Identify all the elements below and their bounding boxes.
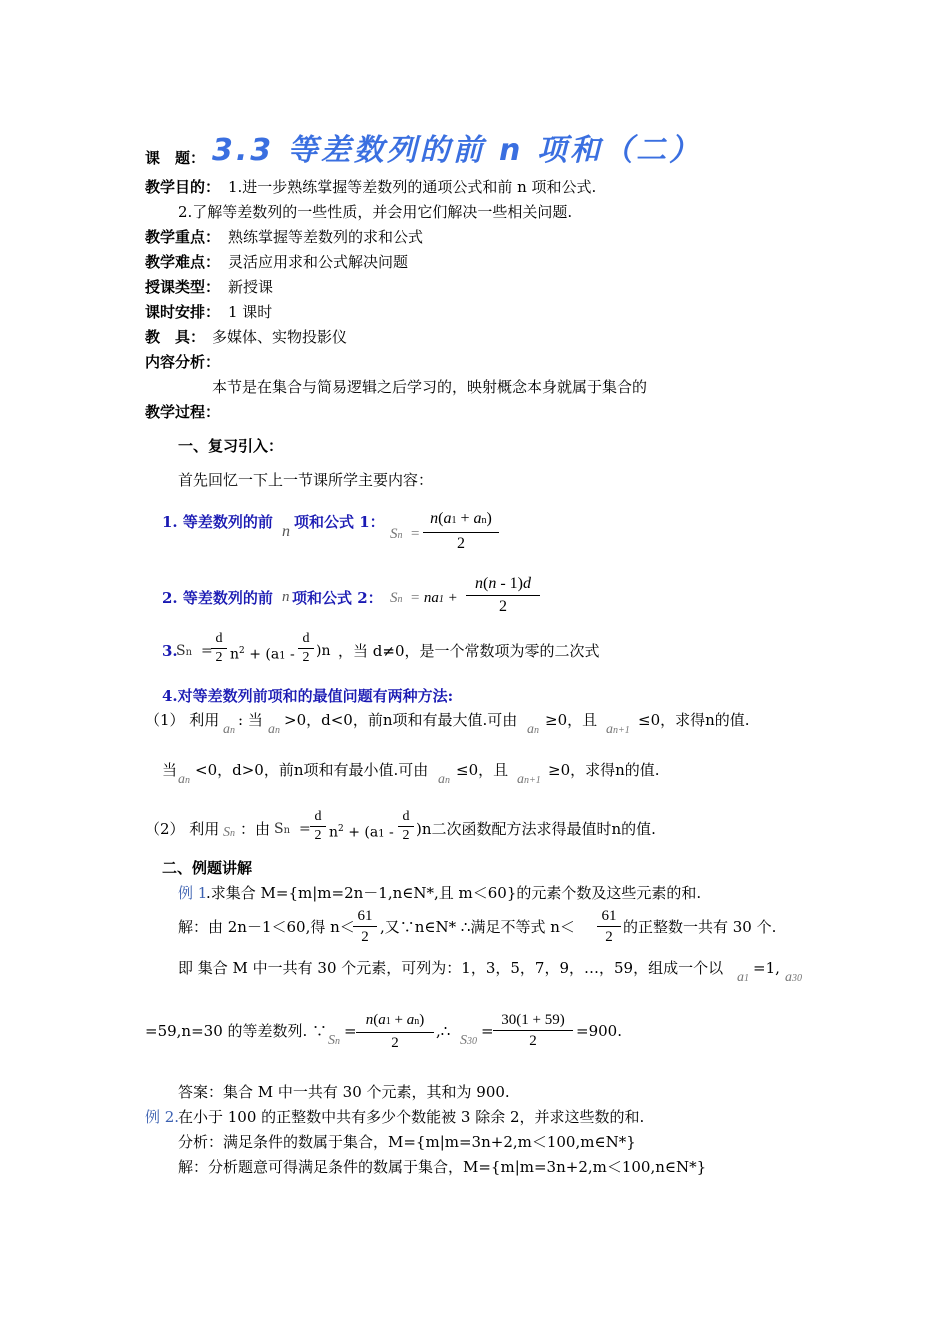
- difficulty-text: 灵活应用求和公式解决问题: [228, 253, 409, 271]
- method-1-c: >0，d<0，前n项和有最大值.可由: [284, 711, 518, 729]
- a-n-plus-1-symbol: an+1: [606, 722, 630, 737]
- solution-1-b: ,又∵n∈N* ∴满足不等式 n＜: [380, 918, 575, 936]
- n-symbol: n: [282, 523, 290, 540]
- n-symbol-2: n: [282, 589, 290, 605]
- s-30-symbol: S30: [460, 1033, 477, 1048]
- key-text: 熟练掌握等差数列的求和公式: [228, 228, 424, 246]
- method-2-b: ：由: [240, 820, 271, 838]
- a-n-symbol: an: [438, 772, 450, 787]
- a-n-symbol: an: [178, 772, 190, 787]
- method-2-mid: $n^2 + (a1$ -: [329, 824, 394, 841]
- formula-3-note: ，当 d≠0，是一个常数项为零的二次式: [338, 642, 600, 660]
- method-1-d: ≥0，且: [545, 711, 598, 729]
- a-n-plus-1-symbol: an+1: [517, 772, 541, 787]
- a-n-symbol: an: [268, 722, 280, 737]
- formula-1-fraction: $\frac{n(a1 + an)}{2}$: [423, 508, 499, 555]
- a-1-symbol: a1: [737, 970, 749, 985]
- review-intro: 首先回忆一下上一节课所学主要内容：: [178, 471, 434, 489]
- solution-1-c: 的正整数一共有 30 个.: [623, 918, 777, 936]
- analysis-text: 本节是在集合与简易逻辑之后学习的，映射概念本身就属于集合的: [212, 378, 648, 396]
- tools-label: 教 具：: [145, 328, 206, 346]
- a-n-symbol: an: [527, 722, 539, 737]
- type-label: 授课类型：: [145, 278, 221, 296]
- solution-1-f: =59,n=30 的等差数列. ∵: [145, 1022, 328, 1040]
- formula-1-label-2: 项和公式 1：: [294, 513, 385, 531]
- time-text: 1 课时: [228, 303, 273, 321]
- tools-text: 多媒体、实物投影仪: [212, 328, 348, 346]
- section-examples-heading: 二、例题讲解: [162, 859, 253, 877]
- equals: =: [344, 1022, 357, 1040]
- example-2-label: 例 2.: [145, 1108, 180, 1126]
- formula-2-label: 2. 等差数列的前: [162, 589, 273, 607]
- formula-3-frac-a: $\frac{d}{2}$: [211, 630, 227, 667]
- formula-2-fraction: $\frac{n(n - 1)d}{2}$: [466, 573, 540, 618]
- method-1-e: ≤0，求得n的值.: [638, 711, 750, 729]
- solution-1-d: 即 集合 M 中一共有 30 个元素，可列为：1，3，5，7，9，…，59，组成一个以: [178, 959, 724, 977]
- title-label: 课 题：: [145, 149, 206, 167]
- difficulty-label: 教学难点：: [145, 253, 221, 271]
- goal-label: 教学目的：: [145, 178, 221, 196]
- formula-3-mid: $n^2 + (a1$ -: [230, 646, 295, 663]
- solution-1-h: =900.: [576, 1022, 622, 1040]
- formula-2-lhs: Sn = na1 +: [390, 590, 458, 606]
- method-2-frac-a: $\frac{d}{2}$: [310, 808, 326, 845]
- formula-3-frac-b: $\frac{d}{2}$: [298, 630, 314, 667]
- section-review-heading: 一、复习引入：: [178, 437, 284, 455]
- formula-3-lhs: Sn =: [176, 643, 213, 659]
- solution-1-g: ,∴: [436, 1022, 451, 1040]
- analysis-2: 分析：满足条件的数属于集合，M={m|m=3n+2,m＜100,m∈N*}: [178, 1133, 636, 1151]
- formula-3-number: 3.: [162, 642, 178, 660]
- fraction-61-2: $\frac{61}{2}$: [597, 906, 621, 947]
- solution-1-a: 解：由 2n－1＜60,得 n＜: [178, 918, 355, 936]
- method-1-h: ≤0，且: [456, 761, 509, 779]
- method-2-frac-b: $\frac{d}{2}$: [398, 808, 414, 845]
- type-text: 新授课: [228, 278, 274, 296]
- process-label: 教学过程：: [145, 403, 221, 421]
- method-2-formula-lhs: Sn =: [274, 821, 311, 837]
- goal-1: 1.进一步熟练掌握等差数列的通项公式和前 n 项和公式.: [228, 178, 597, 196]
- example-2-text: 在小于 100 的正整数中共有多少个数能被 3 除余 2，并求这些数的和.: [178, 1108, 645, 1126]
- key-label: 教学重点：: [145, 228, 221, 246]
- s-n-symbol: Sn: [223, 825, 235, 840]
- solution-1-s30-fraction: $\frac{30(1 + 59)}{2}$: [493, 1010, 573, 1051]
- formula-2-label-2: 项和公式 2：: [292, 589, 383, 607]
- method-1-i: ≥0，求得n的值.: [548, 761, 660, 779]
- method-1-g: <0，d>0，前n项和有最小值.可由: [195, 761, 429, 779]
- time-label: 课时安排：: [145, 303, 221, 321]
- formula-3-tail: )n: [316, 643, 331, 659]
- method-1-b: : 当: [238, 711, 263, 729]
- method-2-c: )n二次函数配方法求得最值时n的值.: [416, 820, 656, 838]
- method-1-f: 当: [162, 761, 178, 779]
- goal-2: 2.了解等差数列的一些性质，并会用它们解决一些相关问题.: [178, 203, 573, 221]
- analysis-label: 内容分析：: [145, 353, 221, 371]
- equals: =: [481, 1022, 494, 1040]
- formula-1-lhs: Sn =: [390, 526, 421, 542]
- example-1-label: 例 1: [178, 884, 208, 902]
- solution-1-sum-fraction: $\frac{n(a1 + an)}{2}$: [356, 1010, 434, 1053]
- s-n-symbol: Sn: [328, 1033, 340, 1048]
- a-30-symbol: a30: [785, 970, 802, 985]
- example-1-text: .求集合 M={m|m=2n－1,n∈N*,且 m＜60}的元素个数及这些元素的和.: [206, 884, 702, 902]
- answer-1: 答案：集合 M 中一共有 30 个元素，其和为 900.: [178, 1083, 510, 1101]
- a-n-symbol: an: [223, 722, 235, 737]
- formula-1-label: 1. 等差数列的前: [162, 513, 273, 531]
- solution-2: 解：分析题意可得满足条件的数属于集合，M={m|m=3n+2,m＜100,n∈N*}: [178, 1158, 707, 1176]
- method-2-a: （2） 利用: [145, 820, 220, 838]
- page-title: 3.3 等差数列的前 n 项和（二）: [212, 133, 702, 168]
- fraction-61-2: $\frac{61}{2}$: [353, 906, 377, 947]
- method-1-a: （1） 利用: [145, 711, 220, 729]
- formula-4-heading: 4.对等差数列前项和的最值问题有两种方法:: [162, 687, 454, 705]
- solution-1-e: =1,: [753, 959, 780, 977]
